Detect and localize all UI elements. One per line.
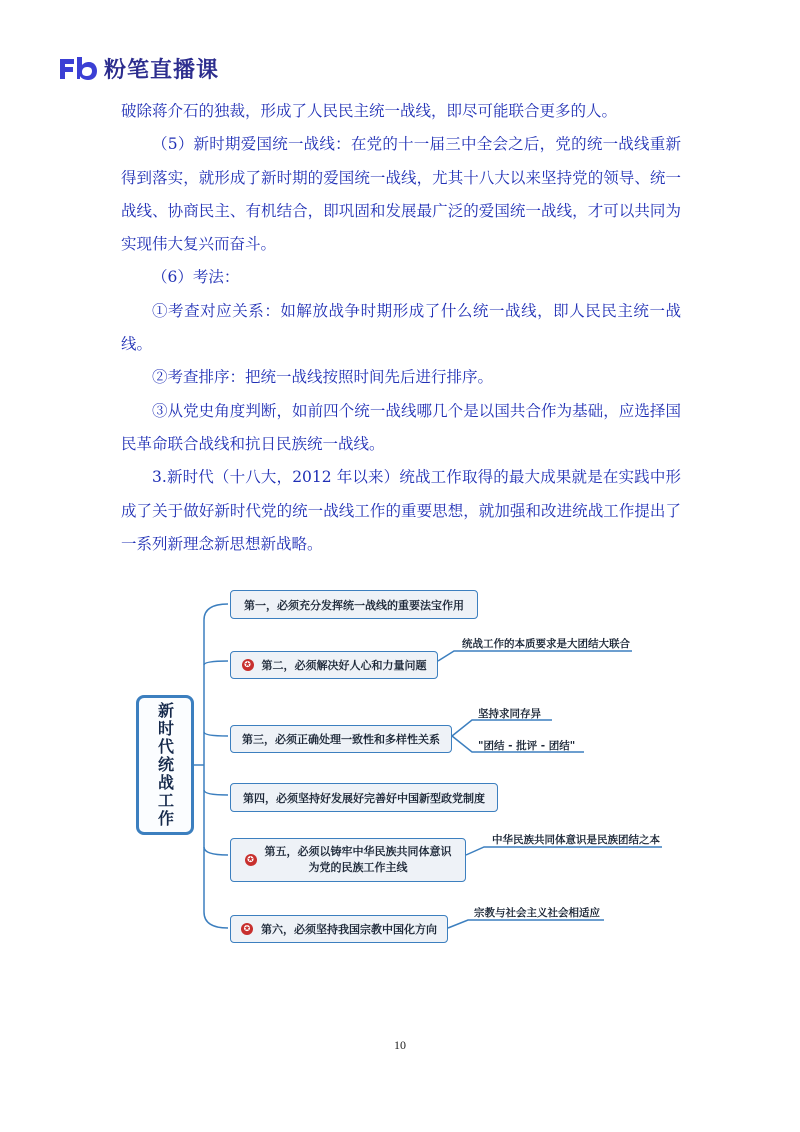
star-icon: ✪ xyxy=(245,854,257,866)
mind-map-node-3: 第三，必须正确处理一致性和多样性关系 xyxy=(230,725,452,753)
body-text xyxy=(121,95,681,561)
paragraph: 破除蒋介石的独裁，形成了人民民主统一战线，即尽可能联合更多的人。 xyxy=(121,102,618,120)
mind-map-sub-note: 统战工作的本质要求是大团结大联合 xyxy=(462,638,630,650)
paragraph: 3.新时代（十八大，2012 年以来）统战工作取得的最大成果就是在实践中形成了关于做好新时代党的统一战线工作的重要思想，就加强和改进统战工作提出了一系列新理念新思想新战略。 xyxy=(121,468,681,553)
mind-map xyxy=(132,585,672,955)
star-icon: ✪ xyxy=(242,659,254,671)
mind-map-sub-note: 坚持求同存异 xyxy=(478,708,541,720)
paragraph: ③从党史角度判断，如前四个统一战线哪几个是以国共合作为基础，应选择国民革命联合战线和抗日民族统一战线。 xyxy=(121,401,681,453)
star-icon: ✪ xyxy=(241,923,253,935)
mind-map-sub-note: 宗教与社会主义社会相适应 xyxy=(474,907,600,919)
paragraph: （6）考法： xyxy=(152,268,240,287)
page-number: 10 xyxy=(394,1038,406,1052)
mind-map-node-6: ✪ 第六，必须坚持我国宗教中国化方向 xyxy=(230,915,448,943)
mind-map-node-4: 第四，必须坚持好发展好完善好中国新型政党制度 xyxy=(230,783,498,812)
paragraph: （5）新时期爱国统一战线：在党的十一届三中全会之后，党的统一战线重新得到落实，就形成了新时期的爱国统一战线，尤其十八大以来坚持党的领导、统一战线、协商民主、有机结合，即巩固和发展最广泛的爱国统一战线，才可以共同为实现伟大复兴而奋斗。 xyxy=(121,135,681,254)
mind-map-sub-note: "团结 - 批评 - 团结" xyxy=(478,740,576,752)
mind-map-sub-note: 中华民族共同体意识是民族团结之本 xyxy=(492,834,660,846)
mind-map-node-5: ✪ 第五，必须以铸牢中华民族共同体意识 为党的民族工作主线 xyxy=(230,838,466,882)
brand-name: 粉笔直播课 xyxy=(104,57,220,83)
paragraph: ①考查对应关系：如解放战争时期形成了什么统一战线，即人民民主统一战线。 xyxy=(121,301,681,354)
paragraph: ②考查排序：把统一战线按照时间先后进行排序。 xyxy=(152,368,494,387)
mind-map-node-2: ✪ 第二，必须解决好人心和力量问题 xyxy=(230,651,438,679)
mind-map-node-1: 第一，必须充分发挥统一战线的重要法宝作用 xyxy=(230,590,478,619)
mind-map-root: 新时代统战工作 xyxy=(136,695,194,835)
brand-logo xyxy=(58,51,219,85)
fb-logo-icon xyxy=(58,55,98,81)
